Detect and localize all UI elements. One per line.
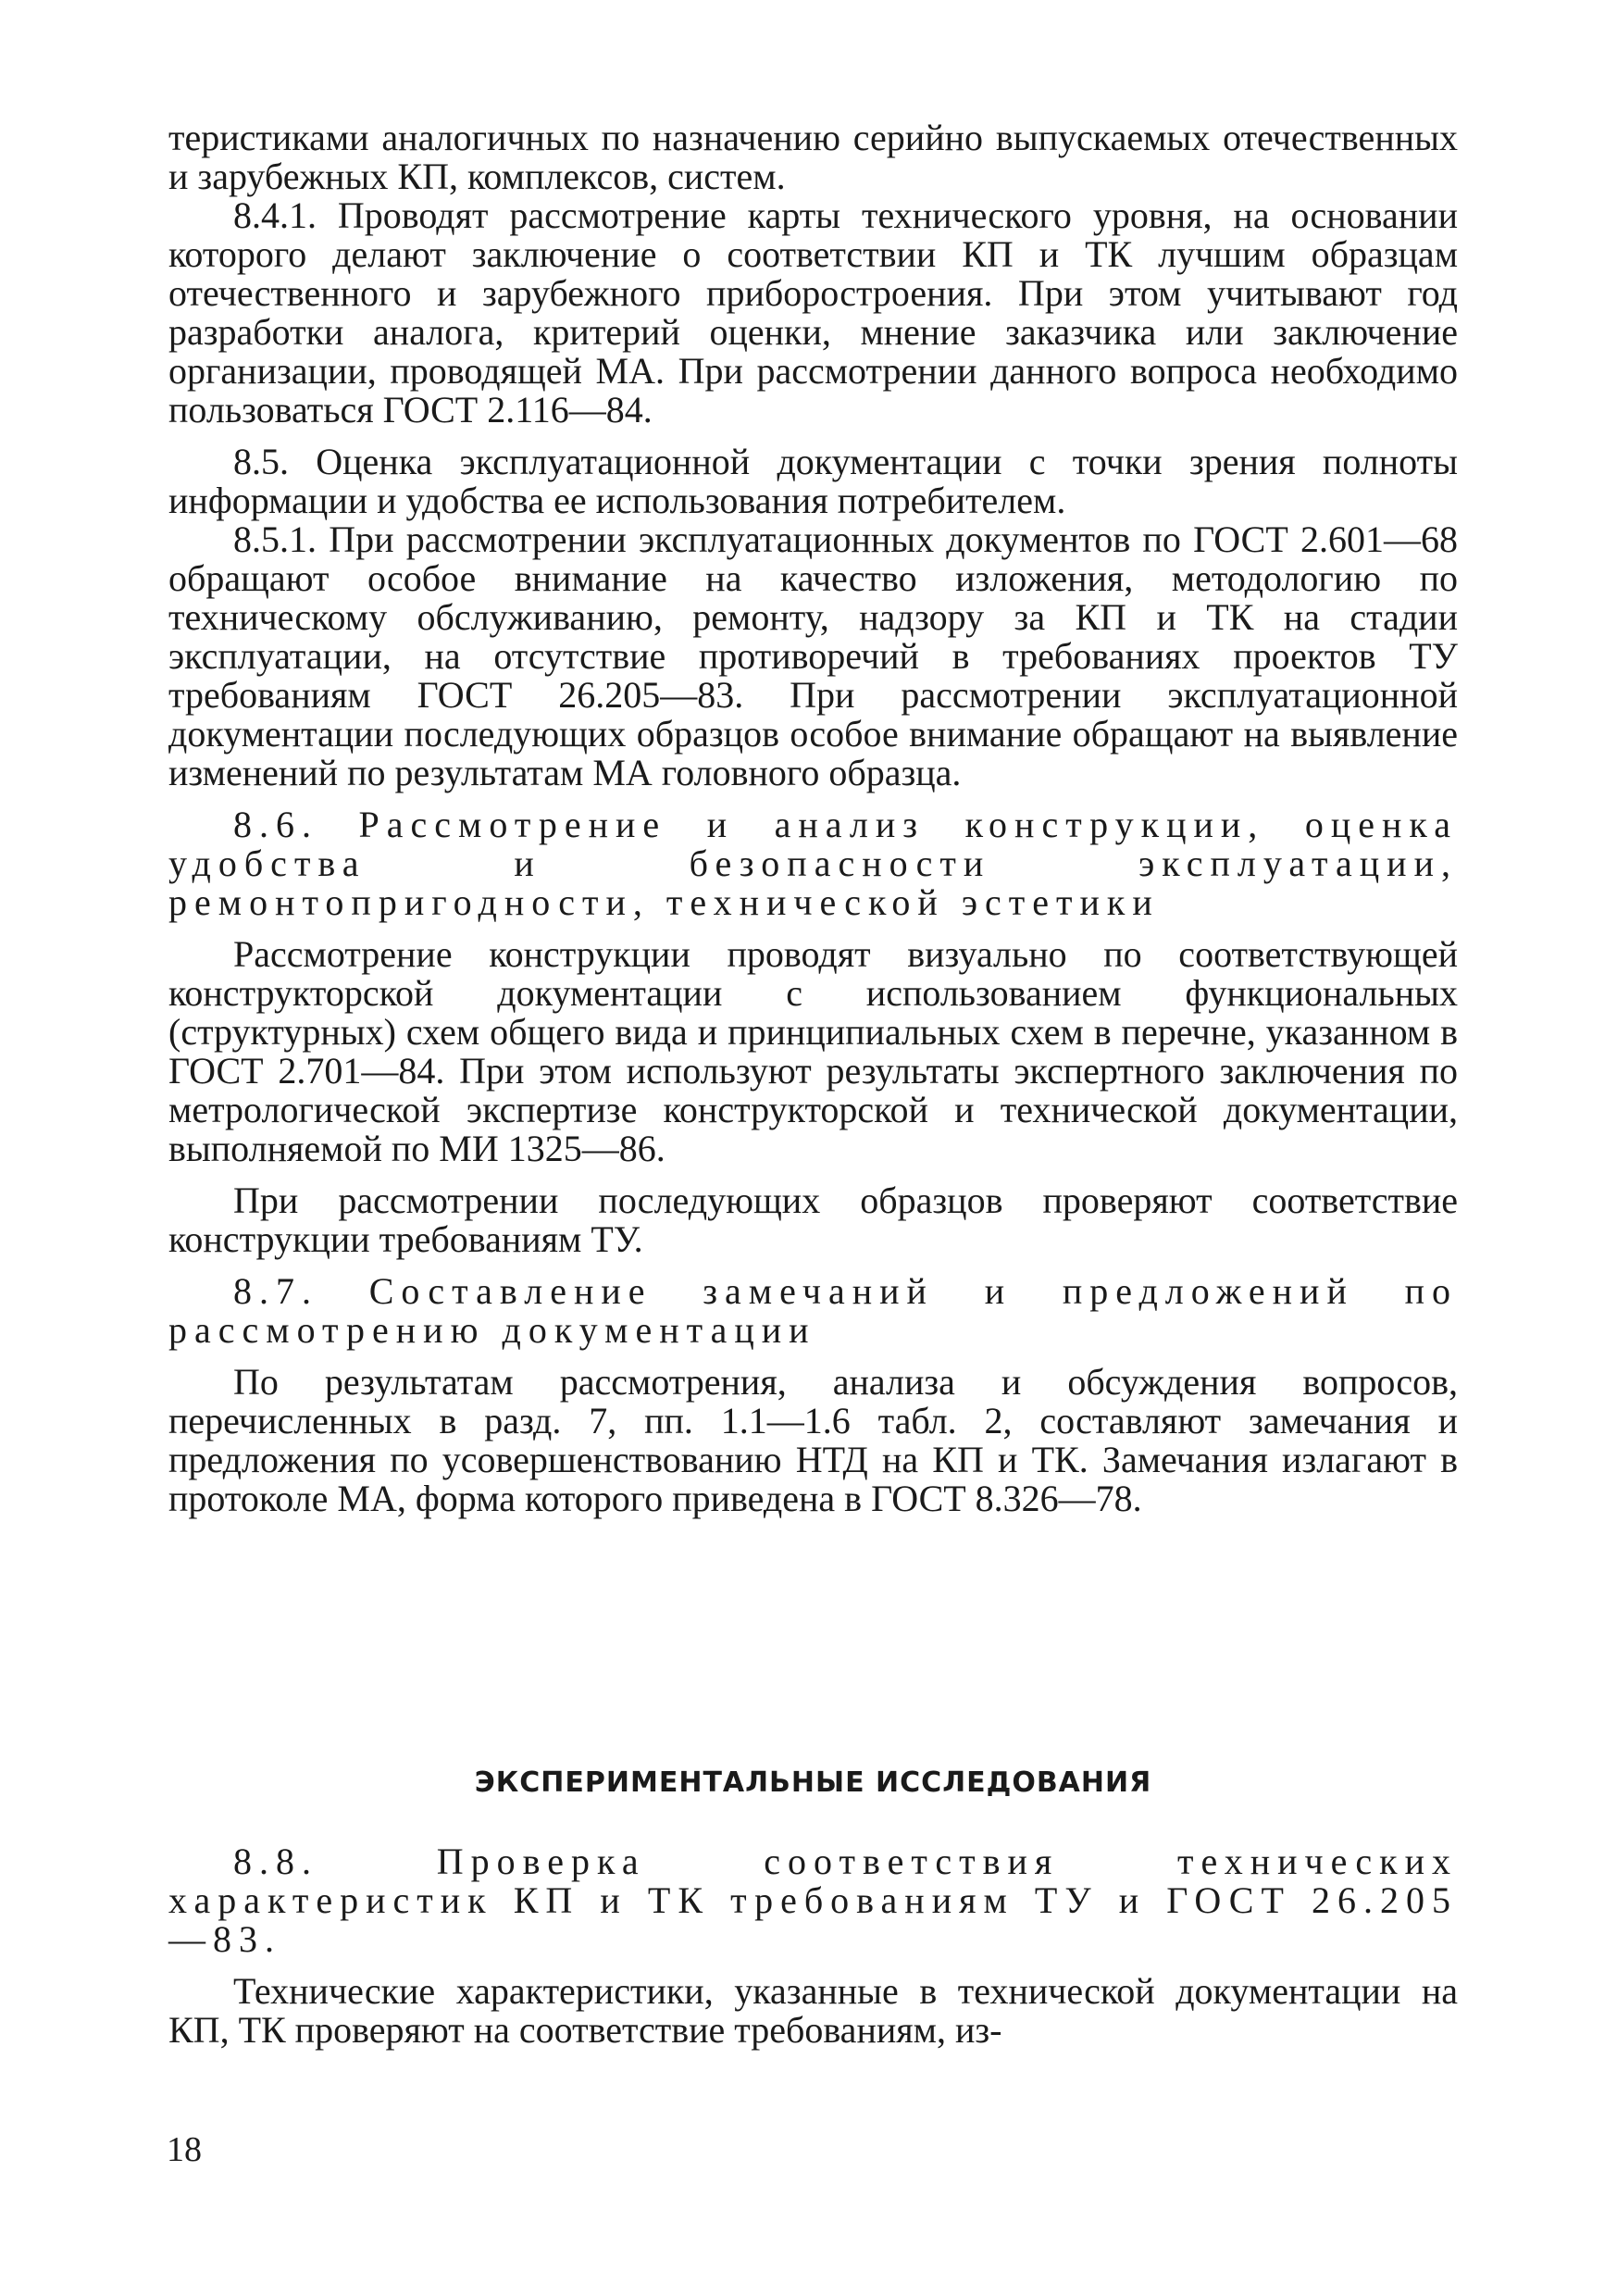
section-title: 8.7. Составление замечаний и предложений по рассмотрению документации (168, 1270, 1458, 1351)
paragraph: По результатам рассмотрения, анализа и обсуждения вопросов, перечисленных в разд. 7, пп. 1.1—1.6 табл. 2, составляют замечания и предложения по усовершенствованию НТД на КП и ТК. Замечания излагают в протоколе МА, форма которого приведена в ГОСТ 8.326—78. (168, 1361, 1458, 1519)
paragraph: Рассмотрение конструкции проводят визуально по соответствующей конструкторской документации с использованием функциональных (структурных) схем общего вида и принципиальных схем в перечне, указанном в ГОСТ 2.701—84. При этом используют результаты экспертного заключения по метрологической экспертизе конструкторской и технической документации, выполняемой по МИ 1325—86. (168, 933, 1458, 1169)
page-number: 18 (167, 2130, 202, 2169)
paragraph: теристиками аналогичных по назначению серийно выпускаемых отечественных и зарубежных КП, комплексов, систем. (168, 117, 1458, 197)
paragraph: 8.5.1. При рассмотрении эксплуатационных документов по ГОСТ 2.601—68 обращают особое внимание на качество изложения, методологию по техническому обслуживанию, ремонту, надзору за КП и ТК на стадии эксплуатации, на отсутствие противоречий в требованиях проектов ТУ требованиям ГОСТ 26.205—83. При рассмотрении эксплуатационной документации последующих образцов особое внимание обращают на выявление изменений по результатам МА головного образца. (168, 518, 1458, 793)
body-text-continued (168, 1842, 1458, 2050)
body-text (168, 119, 1458, 1518)
paragraph: Технические характеристики, указанные в технической документации на КП, ТК проверяют на соответствие требованиям, из- (168, 1970, 1458, 2051)
paragraph: 8.4.1. Проводят рассмотрение карты технического уровня, на основании которого делают заключение о соответствии КП и ТК лучшим образцам отечественного и зарубежного приборостроения. При этом учитывают год разработки аналога, критерий оценки, мнение заказчика или заключение организации, проводящей МА. При рассмотрении данного вопроса необходимо пользоваться ГОСТ 2.116—84. (168, 194, 1458, 430)
paragraph: При рассмотрении последующих образцов проверяют соответствие конструкции требованиям ТУ. (168, 1179, 1458, 1260)
paragraph: 8.5. Оценка эксплуатационной документации с точки зрения полноты информации и удобства ее использования потребителем. (168, 441, 1458, 521)
section-title: 8.8. Проверка соответствия технических характеристик КП и ТК требованиям ТУ и ГОСТ 26.205—83. (168, 1841, 1458, 1960)
section-title: 8.6. Рассмотрение и анализ конструкции, оценка удобства и безопасности эксплуатации, ремонтопригодности, технической эстетики (168, 804, 1458, 923)
section-heading: ЭКСПЕРИМЕНТАЛЬНЫЕ ИССЛЕДОВАНИЯ (474, 1766, 1152, 1799)
